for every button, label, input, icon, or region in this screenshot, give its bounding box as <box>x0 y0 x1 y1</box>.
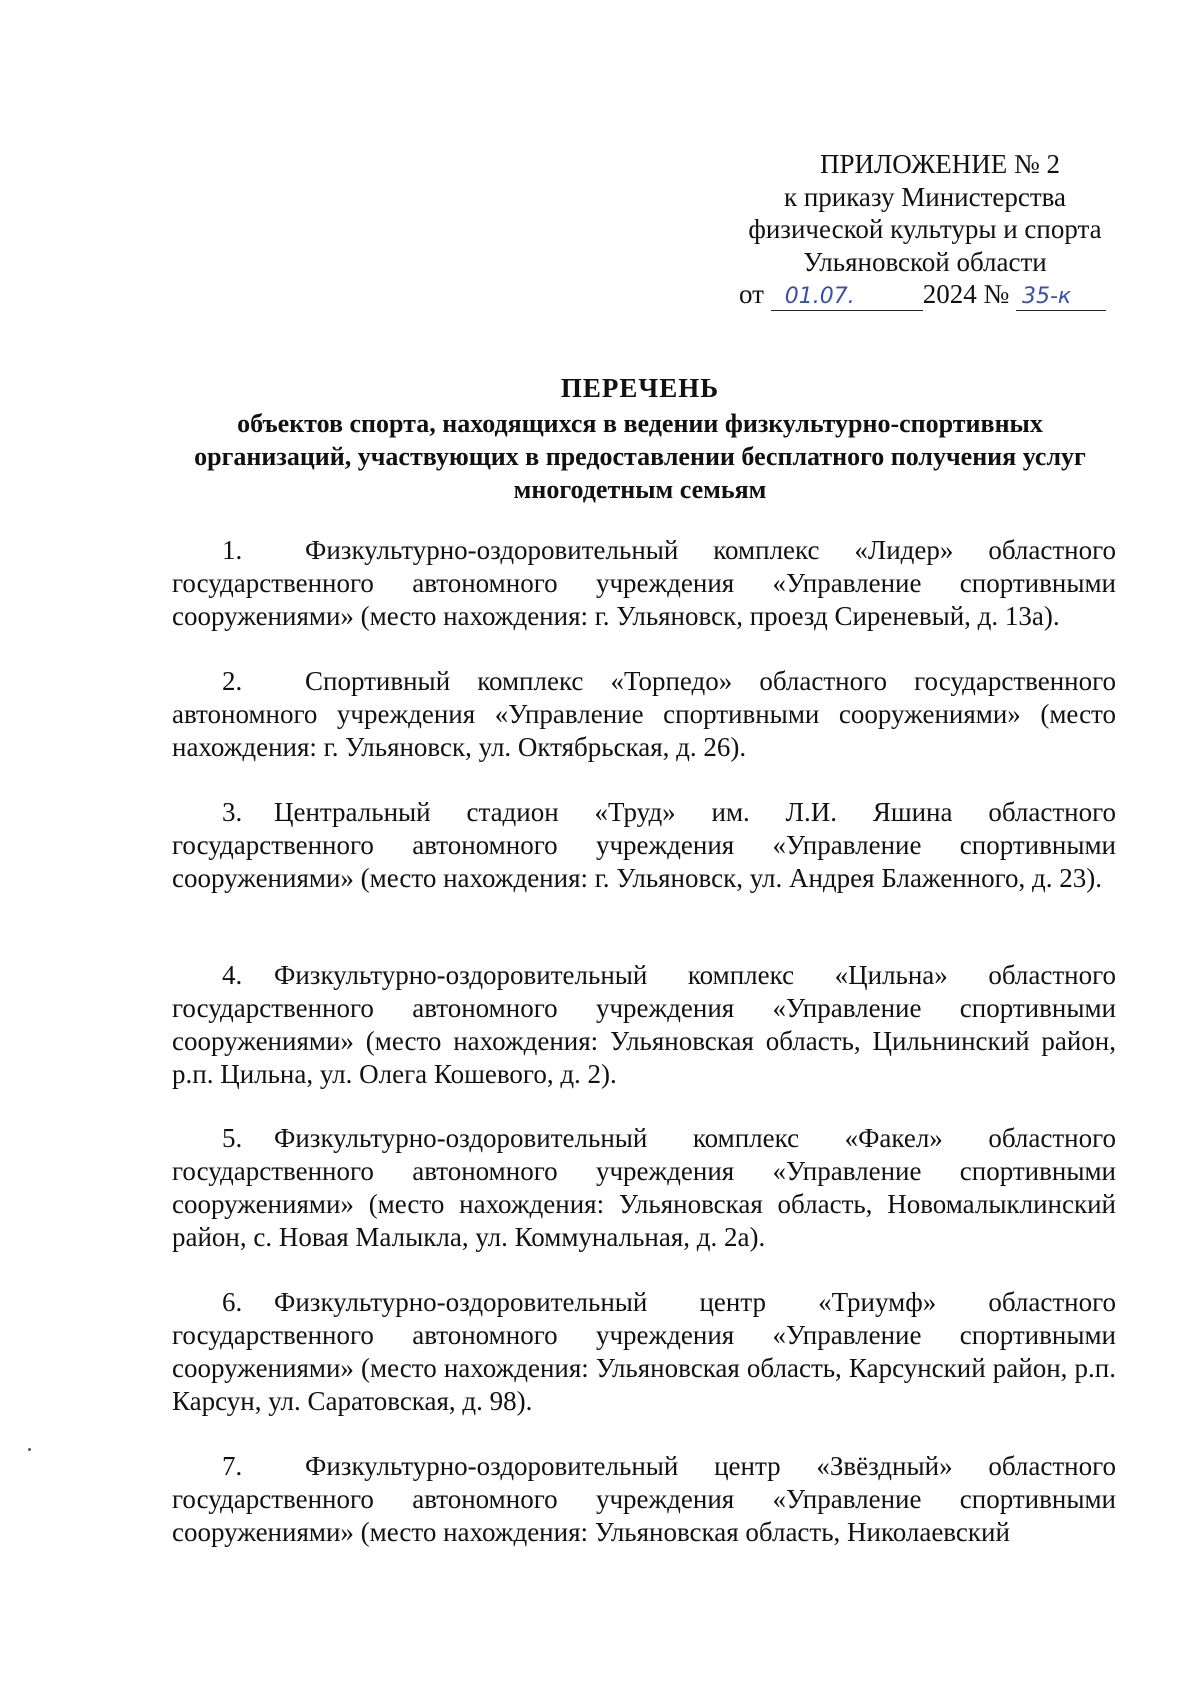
appendix-block <box>690 148 1160 311</box>
appendix-date-line <box>690 278 1160 311</box>
scan-speck <box>28 1448 31 1451</box>
list-item <box>172 959 1116 1091</box>
item-text: Физкультурно-оздоровительный комплекс «Факел» областного государственного автономного учреждения «Управление спортивными сооружениями» (место нахождения: Ульяновская область, Новомалыклинский район, с. Новая Малыкла, ул. Коммунальная, д. 2а). <box>172 1123 1116 1252</box>
item-number: 5. <box>222 1123 243 1153</box>
handwritten-date: 01.07. <box>784 284 855 309</box>
list-item <box>172 665 1116 764</box>
item-text: Центральный стадион «Труд» им. Л.И. Яшина областного государственного автономного учреждения «Управление спортивными сооружениями» (место нахождения: г. Ульяновск, ул. Андрея Блаженного, д. 23). <box>172 797 1116 893</box>
item-number: 6. <box>222 1287 243 1317</box>
item-text: Физкультурно-оздоровительный центр «Звёздный» областного государственного автономного учреждения «Управление спортивными сооружениями» (место нахождения: Ульяновская область, Николаевский <box>172 1451 1116 1547</box>
item-number: 1. <box>222 535 243 565</box>
item-text: Физкультурно-оздоровительный центр «Триумф» областного государственного автономного учреждения «Управление спортивными сооружениями» (место нахождения: Ульяновская область, Карсунский район, р.п. Карсун, ул. Саратовская, д. 98). <box>172 1287 1116 1416</box>
year-label: 2024 № <box>922 279 1010 309</box>
list-item <box>172 534 1116 633</box>
item-number: 7. <box>222 1451 243 1481</box>
heading-subtitle: объектов спорта, находящихся в ведении физкультурно-спортивных организаций, участвующих в предоставлении бесплатного получения услуг многодетным семьям <box>194 409 1086 504</box>
document-heading <box>160 372 1120 506</box>
handwritten-number: 35-к <box>1021 284 1072 309</box>
appendix-title: ПРИЛОЖЕНИЕ № 2 <box>819 149 1061 179</box>
list-item <box>172 1450 1116 1549</box>
list-item <box>172 1286 1116 1418</box>
heading-title: ПЕРЕЧЕНЬ <box>560 373 720 403</box>
date-prefix: от <box>739 279 764 309</box>
appendix-line-3: Ульяновской области <box>803 246 1047 277</box>
item-text: Физкультурно-оздоровительный комплекс «Лидер» областного государственного автономного учреждения «Управление спортивными сооружениями» (место нахождения: г. Ульяновск, проезд Сиреневый, д. 13а). <box>172 535 1116 631</box>
item-number: 3. <box>222 797 243 827</box>
date-field <box>771 281 923 311</box>
number-field <box>1016 281 1106 311</box>
appendix-line-2: физической культуры и спорта <box>748 214 1102 244</box>
appendix-line-1: к приказу Министерства <box>783 181 1067 212</box>
item-text: Спортивный комплекс «Торпедо» областного государственного автономного учреждения «Управление спортивными сооружениями» (место нахождения: г. Ульяновск, ул. Октябрьская, д. 26). <box>172 666 1116 762</box>
item-number: 4. <box>222 960 243 990</box>
item-text: Физкультурно-оздоровительный комплекс «Цильна» областного государственного автономного учреждения «Управление спортивными сооружениями» (место нахождения: Ульяновская область, Цильнинский район, р.п. Цильна, ул. Олега Кошевого, д. 2). <box>172 960 1116 1089</box>
list-item <box>172 1122 1116 1254</box>
list-item <box>172 796 1116 895</box>
item-number: 2. <box>222 666 243 696</box>
